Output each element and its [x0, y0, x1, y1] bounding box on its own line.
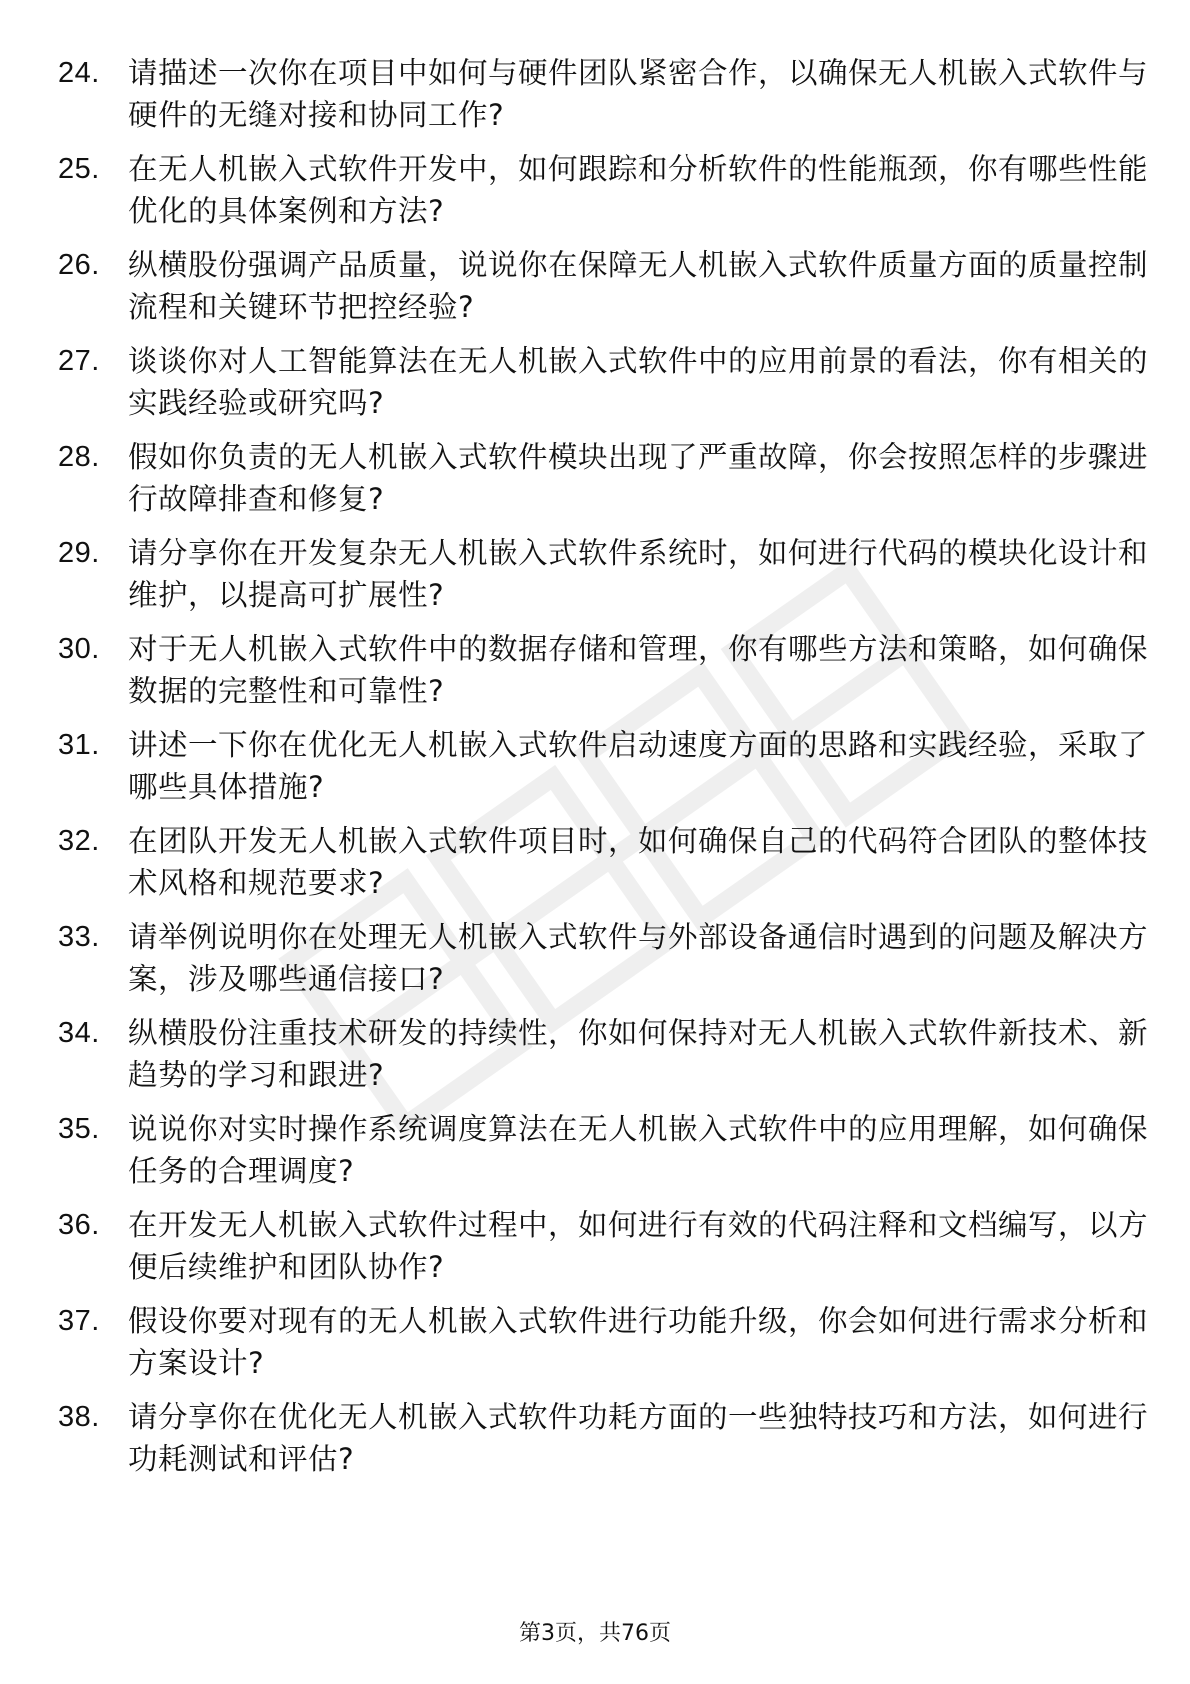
question-item	[58, 244, 1149, 328]
question-text: 假设你要对现有的无人机嵌入式软件进行功能升级，你会如何进行需求分析和方案设计?	[128, 1304, 1149, 1380]
question-number: 25.	[58, 153, 100, 185]
question-text: 对于无人机嵌入式软件中的数据存储和管理，你有哪些方法和策略，如何确保数据的完整性和可靠性?	[128, 632, 1149, 708]
question-item	[58, 1108, 1149, 1192]
question-number: 27.	[58, 345, 100, 377]
question-number: 30.	[58, 633, 100, 665]
question-text: 说说你对实时操作系统调度算法在无人机嵌入式软件中的应用理解，如何确保任务的合理调度?	[128, 1112, 1149, 1188]
question-number: 36.	[58, 1209, 100, 1241]
question-text: 纵横股份强调产品质量，说说你在保障无人机嵌入式软件质量方面的质量控制流程和关键环节把控经验?	[128, 248, 1149, 324]
question-text: 请分享你在优化无人机嵌入式软件功耗方面的一些独特技巧和方法，如何进行功耗测试和评估?	[128, 1400, 1149, 1476]
question-number: 31.	[58, 729, 100, 761]
question-item	[58, 1204, 1149, 1288]
question-text: 在无人机嵌入式软件开发中，如何跟踪和分析软件的性能瓶颈，你有哪些性能优化的具体案例和方法?	[128, 152, 1149, 228]
question-text: 请举例说明你在处理无人机嵌入式软件与外部设备通信时遇到的问题及解决方案，涉及哪些通信接口?	[128, 920, 1149, 996]
question-text: 谈谈你对人工智能算法在无人机嵌入式软件中的应用前景的看法，你有相关的实践经验或研究吗?	[128, 344, 1149, 420]
question-item	[58, 1012, 1149, 1096]
question-item	[58, 1396, 1149, 1480]
question-item	[58, 916, 1149, 1000]
question-text: 请分享你在开发复杂无人机嵌入式软件系统时，如何进行代码的模块化设计和维护，以提高可扩展性?	[128, 536, 1149, 612]
question-number: 32.	[58, 825, 100, 857]
question-number: 24.	[58, 57, 100, 89]
question-text: 讲述一下你在优化无人机嵌入式软件启动速度方面的思路和实践经验，采取了哪些具体措施?	[128, 728, 1149, 804]
question-number: 35.	[58, 1113, 100, 1145]
question-list	[58, 52, 1149, 1492]
question-number: 28.	[58, 441, 100, 473]
question-number: 34.	[58, 1017, 100, 1049]
question-number: 33.	[58, 921, 100, 953]
page-footer	[0, 1616, 1190, 1647]
question-text: 在团队开发无人机嵌入式软件项目时，如何确保自己的代码符合团队的整体技术风格和规范要求?	[128, 824, 1149, 900]
question-number: 37.	[58, 1305, 100, 1337]
question-item	[58, 1300, 1149, 1384]
question-item	[58, 148, 1149, 232]
question-number: 38.	[58, 1401, 100, 1433]
question-item	[58, 724, 1149, 808]
question-text: 在开发无人机嵌入式软件过程中，如何进行有效的代码注释和文档编写，以方便后续维护和团队协作?	[128, 1208, 1149, 1284]
question-number: 26.	[58, 249, 100, 281]
question-item	[58, 532, 1149, 616]
question-item	[58, 52, 1149, 136]
page-number-label: 第3页，共76页	[519, 1621, 671, 1646]
question-item	[58, 340, 1149, 424]
question-item	[58, 820, 1149, 904]
question-text: 假如你负责的无人机嵌入式软件模块出现了严重故障，你会按照怎样的步骤进行故障排查和修复?	[128, 440, 1149, 516]
question-item	[58, 436, 1149, 520]
question-text: 请描述一次你在项目中如何与硬件团队紧密合作，以确保无人机嵌入式软件与硬件的无缝对接和协同工作?	[128, 56, 1149, 132]
question-text: 纵横股份注重技术研发的持续性，你如何保持对无人机嵌入式软件新技术、新趋势的学习和跟进?	[128, 1016, 1149, 1092]
question-number: 29.	[58, 537, 100, 569]
question-item	[58, 628, 1149, 712]
